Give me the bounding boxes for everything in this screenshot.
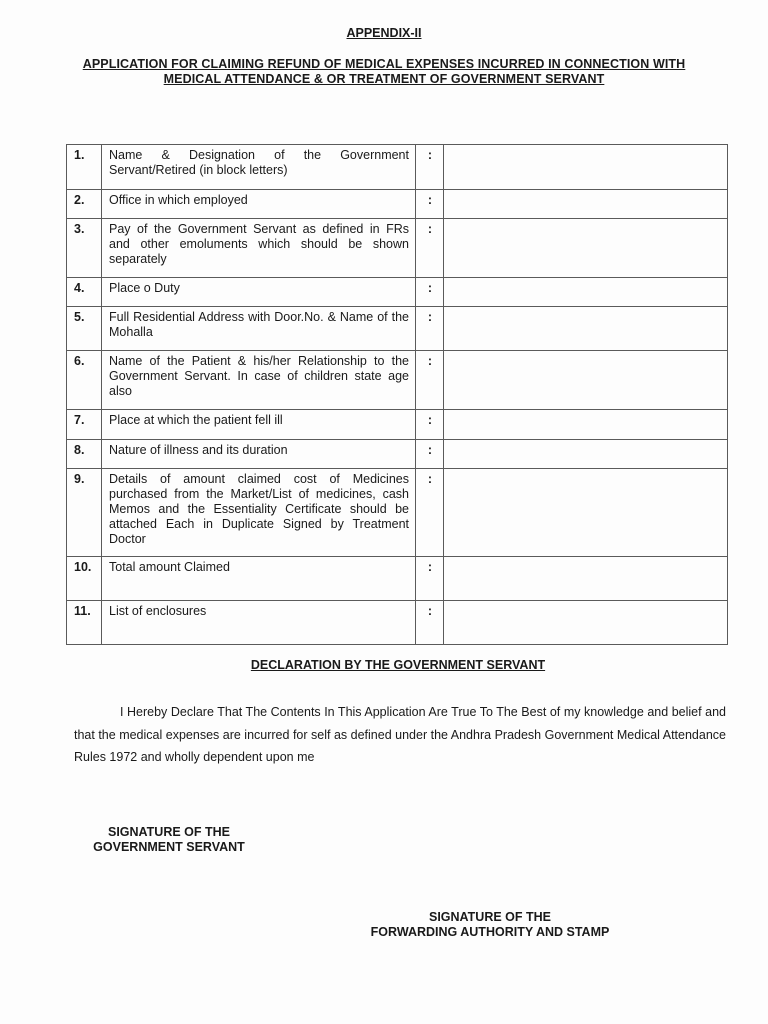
row-label: Nature of illness and its duration bbox=[102, 440, 416, 469]
form-row-9 bbox=[67, 469, 728, 557]
row-label: Pay of the Government Servant as defined in FRs and other emoluments which should be shown separately bbox=[102, 219, 416, 278]
row-value-field[interactable] bbox=[444, 601, 728, 645]
row-number: 2. bbox=[67, 190, 102, 219]
servant-signature-line2: GOVERNMENT SERVANT bbox=[93, 840, 245, 854]
row-label: List of enclosures bbox=[102, 601, 416, 645]
row-value-field[interactable] bbox=[444, 278, 728, 307]
row-number: 3. bbox=[67, 219, 102, 278]
form-row-2 bbox=[67, 190, 728, 219]
form-title: APPLICATION FOR CLAIMING REFUND OF MEDICAL EXPENSES INCURRED IN CONNECTION WITH MEDICAL ATTENDANCE & OR TREATMENT OF GOVERNMENT SERVANT bbox=[82, 57, 686, 86]
row-number: 7. bbox=[67, 410, 102, 440]
row-value-field[interactable] bbox=[444, 469, 728, 557]
row-label: Name & Designation of the Government Servant/Retired (in block letters) bbox=[102, 145, 416, 190]
form-row-4 bbox=[67, 278, 728, 307]
form-row-1 bbox=[67, 145, 728, 190]
authority-signature-line2: FORWARDING AUTHORITY AND STAMP bbox=[370, 925, 610, 939]
row-label: Full Residential Address with Door.No. & Name of the Mohalla bbox=[102, 307, 416, 351]
row-number: 4. bbox=[67, 278, 102, 307]
row-number: 8. bbox=[67, 440, 102, 469]
row-number: 5. bbox=[67, 307, 102, 351]
form-row-6 bbox=[67, 351, 728, 410]
row-value-field[interactable] bbox=[444, 307, 728, 351]
row-colon: : bbox=[416, 219, 444, 278]
form-row-10 bbox=[67, 557, 728, 601]
row-label: Place o Duty bbox=[102, 278, 416, 307]
claim-form-table bbox=[66, 144, 728, 645]
servant-signature-block bbox=[74, 825, 264, 855]
row-colon: : bbox=[416, 190, 444, 219]
declaration-heading: DECLARATION BY THE GOVERNMENT SERVANT bbox=[250, 658, 546, 672]
row-value-field[interactable] bbox=[444, 351, 728, 410]
row-label: Place at which the patient fell ill bbox=[102, 410, 416, 440]
row-label: Name of the Patient & his/her Relationship to the Government Servant. In case of children state age also bbox=[102, 351, 416, 410]
row-value-field[interactable] bbox=[444, 557, 728, 601]
row-number: 9. bbox=[67, 469, 102, 557]
form-row-3 bbox=[67, 219, 728, 278]
row-label: Total amount Claimed bbox=[102, 557, 416, 601]
authority-signature-block bbox=[340, 910, 640, 940]
row-number: 6. bbox=[67, 351, 102, 410]
row-value-field[interactable] bbox=[444, 219, 728, 278]
row-colon: : bbox=[416, 440, 444, 469]
row-colon: : bbox=[416, 469, 444, 557]
declaration-text: I Hereby Declare That The Contents In This Application Are True To The Best of my knowledge and belief and that the medical expenses are incurred for self as defined under the Andhra Pradesh Government Medical Attendance Rules 1972 and wholly dependent upon me bbox=[74, 705, 726, 764]
form-row-7 bbox=[67, 410, 728, 440]
authority-signature-line1: SIGNATURE OF THE bbox=[429, 910, 551, 924]
row-colon: : bbox=[416, 307, 444, 351]
row-colon: : bbox=[416, 410, 444, 440]
appendix-heading: APPENDIX-II bbox=[346, 26, 422, 40]
row-label: Office in which employed bbox=[102, 190, 416, 219]
row-value-field[interactable] bbox=[444, 190, 728, 219]
row-colon: : bbox=[416, 145, 444, 190]
row-number: 11. bbox=[67, 601, 102, 645]
row-colon: : bbox=[416, 601, 444, 645]
row-value-field[interactable] bbox=[444, 440, 728, 469]
servant-signature-line1: SIGNATURE OF THE bbox=[108, 825, 230, 839]
form-row-5 bbox=[67, 307, 728, 351]
row-number: 10. bbox=[67, 557, 102, 601]
row-colon: : bbox=[416, 351, 444, 410]
row-label: Details of amount claimed cost of Medicines purchased from the Market/List of medicines, cash Memos and the Essentiality Certificate should be attached Each in Duplicate Signed by Treatment Doctor bbox=[102, 469, 416, 557]
form-row-8 bbox=[67, 440, 728, 469]
form-row-11 bbox=[67, 601, 728, 645]
row-number: 1. bbox=[67, 145, 102, 190]
row-colon: : bbox=[416, 278, 444, 307]
row-value-field[interactable] bbox=[444, 145, 728, 190]
row-colon: : bbox=[416, 557, 444, 601]
row-value-field[interactable] bbox=[444, 410, 728, 440]
